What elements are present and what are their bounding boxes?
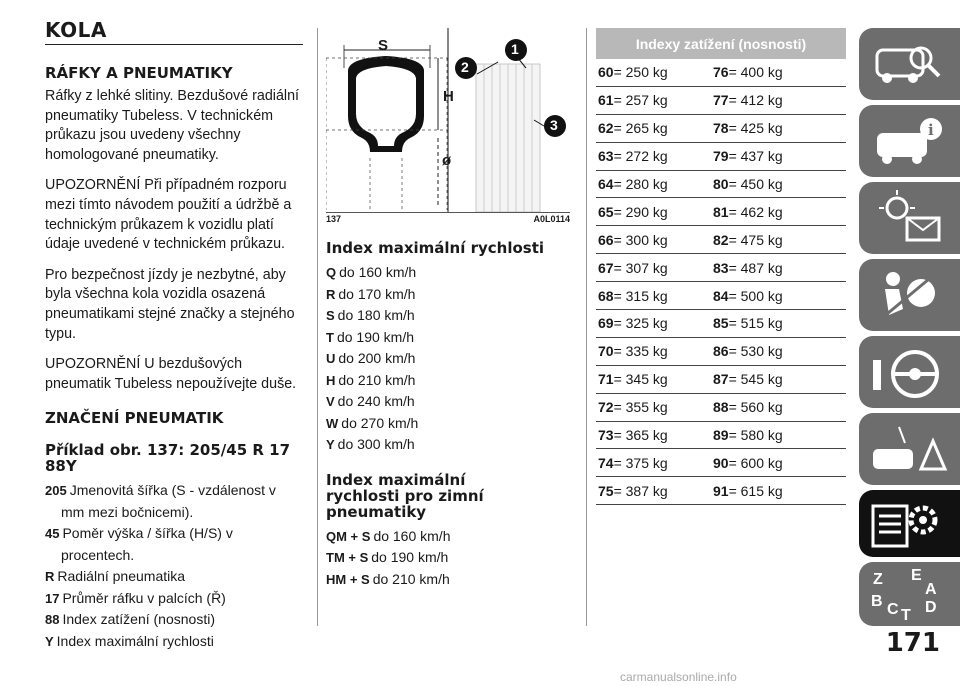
column-divider [317,28,318,626]
sidebar-tab-index[interactable] [859,562,960,626]
list-item: QM + S do 160 km/h [326,527,451,544]
index-letter: T [901,607,911,624]
page-number: 171 [885,628,940,658]
load-index-value: = 437 kg [728,148,783,165]
definition-item: 205 Jmenovitá šířka (S - vzdálenost v mm mezi bočnicemi). [45,482,276,520]
load-index-value: = 615 kg [728,482,783,499]
load-index-code: 85 [713,315,729,332]
index-letter: C [887,601,899,618]
load-index-value: = 462 kg [728,203,783,220]
table-cell [596,86,711,114]
load-index-value: = 600 kg [728,454,783,471]
sidebar-tab-safety[interactable] [859,259,960,331]
list-item: U do 200 km/h [326,350,416,366]
load-index-code: 76 [713,64,729,81]
table-cell [596,421,711,449]
table-row [596,365,846,393]
sidebar-tab-driving[interactable] [859,336,960,408]
section-speed-index: Index maximální rychlosti [326,239,545,257]
figure-code: A0L0114 [533,214,570,224]
load-index-code: 71 [598,371,614,388]
definition-item: R Radiální pneumatika [45,568,186,585]
tyre-cross-section-diagram [326,28,570,212]
specs-gear-icon [859,490,960,557]
load-index-value: = 325 kg [613,315,668,332]
table-cell [596,337,711,365]
sidebar-tab-car-overview[interactable] [859,28,960,100]
index-letter: A [925,581,937,598]
load-index-code: 81 [713,203,729,220]
list-item: R do 170 km/h [326,285,416,302]
index-letter: B [871,593,883,610]
load-index-value: = 355 kg [613,399,668,416]
warning-lights-icon [859,182,960,254]
load-index-value: = 335 kg [613,343,668,360]
table-cell [711,86,846,114]
definition-list [45,480,303,652]
table-cell [596,254,711,282]
svg-text:i: i [928,121,934,139]
table-cell [711,477,846,505]
steering-wheel-icon [859,336,960,408]
sidebar-tab-warning-lights[interactable] [859,182,960,254]
paragraph-warning-2: UPOZORNĚNÍ U bezdušových pneumatik Tubeless nepoužívejte duše. [45,356,297,392]
column-1 [45,18,303,652]
section-tyre-marking: ZNAČENÍ PNEUMATIK [45,409,224,428]
definition-item: Y Index maximální rychlosti [45,632,214,649]
load-index-code: 79 [713,148,729,165]
list-item: H do 210 km/h [326,371,416,388]
load-index-value: = 307 kg [613,259,668,276]
load-index-code: 84 [713,287,729,304]
load-index-value: = 365 kg [613,427,668,444]
table-cell [596,114,711,142]
table-body [596,59,846,505]
load-index-value: = 290 kg [613,203,668,220]
table-cell [711,114,846,142]
load-index-value: = 500 kg [728,287,783,304]
airbag-safety-icon [859,259,960,331]
column-divider [586,28,587,626]
table-cell [596,393,711,421]
load-index-value: = 475 kg [728,231,783,248]
label-h: H [443,88,454,105]
table-cell [596,142,711,170]
load-index-value: = 315 kg [613,287,668,304]
table-cell [596,449,711,477]
load-index-code: 66 [598,231,614,248]
table-cell [711,337,846,365]
load-index-code: 75 [598,482,614,499]
load-index-value: = 487 kg [728,259,783,276]
table-row [596,226,846,254]
load-index-value: = 560 kg [728,399,783,416]
table-row [596,254,846,282]
section-example: Příklad obr. 137: 205/45 R 17 88Y [45,441,291,476]
load-index-value: = 400 kg [728,64,783,81]
figure-number: 137 [326,214,342,224]
load-index-code: 68 [598,287,614,304]
load-index-code: 72 [598,399,614,416]
table-cell [596,282,711,310]
definition-item: 17 Průměr ráfku v palcích (Ř) [45,589,226,606]
table-cell [711,226,846,254]
load-index-code: 67 [598,259,614,276]
speed-index-list [326,262,570,456]
sidebar-tab-emergency[interactable] [859,413,960,485]
index-letter: D [925,599,937,616]
load-index-code: 70 [598,343,614,360]
label-diameter: ø [442,152,452,169]
table-row [596,114,846,142]
car-search-icon [859,28,960,100]
table-row [596,282,846,310]
load-index-code: 63 [598,148,614,165]
index-letter: Z [873,571,883,588]
list-item: W do 270 km/h [326,414,419,431]
load-index-value: = 250 kg [613,64,668,81]
load-index-code: 87 [713,371,729,388]
table-cell [596,310,711,338]
table-cell [711,365,846,393]
load-index-code: 86 [713,343,729,360]
table-cell [596,59,711,86]
table-row [596,142,846,170]
load-index-value: = 280 kg [613,176,668,192]
table-cell [711,449,846,477]
load-index-value: = 257 kg [613,92,668,109]
list-item: TM + S do 190 km/h [326,549,449,565]
load-index-code: 89 [713,427,729,444]
paragraph-rims: Ráfky z lehké slitiny. Bezdušové radiální pneumatiky Tubeless. V technickém průkazu jsou uvedeny všechny homologované pneumatiky. [45,88,300,163]
table-cell [711,59,846,86]
table-header: Indexy zatížení (nosnosti) [596,28,846,59]
load-index-code: 62 [598,120,614,137]
table-cell [711,142,846,170]
index-letter: E [911,567,922,584]
table-row [596,86,846,114]
table-row [596,337,846,365]
label-s: S [378,37,389,54]
load-index-value: = 272 kg [613,148,668,165]
list-item: V do 240 km/h [326,393,415,409]
load-index-code: 83 [713,259,729,276]
car-info-icon [859,105,960,177]
page-title: KOLA [45,18,303,45]
table-cell [596,477,711,505]
load-index-code: 88 [713,399,729,416]
figure-caption [326,214,570,224]
load-index-value: = 300 kg [613,231,668,248]
load-index-value: = 515 kg [728,315,783,332]
load-index-code: 78 [713,120,729,137]
table-cell [711,421,846,449]
callout-2: 2 [461,59,469,75]
load-index-code: 82 [713,231,729,248]
table-row [596,393,846,421]
section-rims-tyres: RÁFKY A PNEUMATIKY [45,64,233,82]
load-index-value: = 412 kg [728,92,783,109]
load-index-code: 65 [598,203,614,220]
table-cell [711,254,846,282]
table-row [596,170,846,198]
load-index-code: 77 [713,92,729,109]
paragraph-safety: Pro bezpečnost jízdy je nezbytné, aby byla všechna kola vozidla osazená pneumatikami stejné značky a stejného typu. [45,266,295,342]
callout-3: 3 [550,117,558,133]
definition-item: 88 Index zatížení (nosnosti) [45,611,215,628]
tyre-figure [326,28,570,213]
table-cell [711,198,846,226]
list-item: Y do 300 km/h [326,436,415,452]
watermark: carmanualsonline.info [620,670,737,684]
load-index-code: 60 [598,64,614,81]
load-index-code: 64 [598,176,614,192]
table-row [596,477,846,505]
table-cell [711,310,846,338]
load-index-value: = 580 kg [728,427,783,444]
load-index-value: = 375 kg [613,454,668,471]
load-index-value: = 265 kg [613,120,668,137]
emergency-triangle-icon [859,413,960,485]
load-index-code: 61 [598,92,614,109]
table-row [596,421,846,449]
load-index-value: = 450 kg [728,176,783,192]
table-cell [711,282,846,310]
load-index-value: = 425 kg [728,120,783,137]
list-item: S do 180 km/h [326,307,415,323]
sidebar-tab-car-info[interactable] [859,105,960,177]
load-index-value: = 387 kg [613,482,668,499]
winter-index-list [326,526,570,591]
table-row [596,449,846,477]
load-index-table [596,28,846,505]
table-row [596,59,846,86]
table-row [596,310,846,338]
load-index-code: 91 [713,482,729,499]
callout-1: 1 [511,41,519,57]
table-cell [711,393,846,421]
load-index-code: 90 [713,454,729,471]
load-index-value: = 545 kg [728,371,783,388]
paragraph-warning-1: UPOZORNĚNÍ Při případném rozporu mezi tímto návodem použití a údržbě a technickým průkazem k vozidlu platí údaje uvedené v technickém průkazu. [45,177,292,253]
load-index-code: 69 [598,315,614,332]
table-cell [596,198,711,226]
load-index-value: = 345 kg [613,371,668,388]
list-item: T do 190 km/h [326,328,415,345]
list-item: HM + S do 210 km/h [326,570,450,587]
table-cell [596,226,711,254]
load-index-value: = 530 kg [728,343,783,360]
table-cell [596,170,711,198]
table-row [596,198,846,226]
definition-item: 45 Poměr výška / šířka (H/S) v procentech. [45,525,233,563]
load-index-code: 74 [598,454,614,471]
column-2 [326,28,570,590]
section-winter-speed-index: Index maximální rychlosti pro zimní pneumatiky [326,470,484,521]
column-3 [596,28,846,505]
alphabet-index-icon [859,562,960,626]
load-index-code: 80 [713,176,729,192]
table-cell [596,365,711,393]
load-index-code: 73 [598,427,614,444]
table-cell [711,170,846,198]
list-item: Q do 160 km/h [326,264,417,280]
sidebar-tab-technical-data[interactable] [859,490,960,557]
